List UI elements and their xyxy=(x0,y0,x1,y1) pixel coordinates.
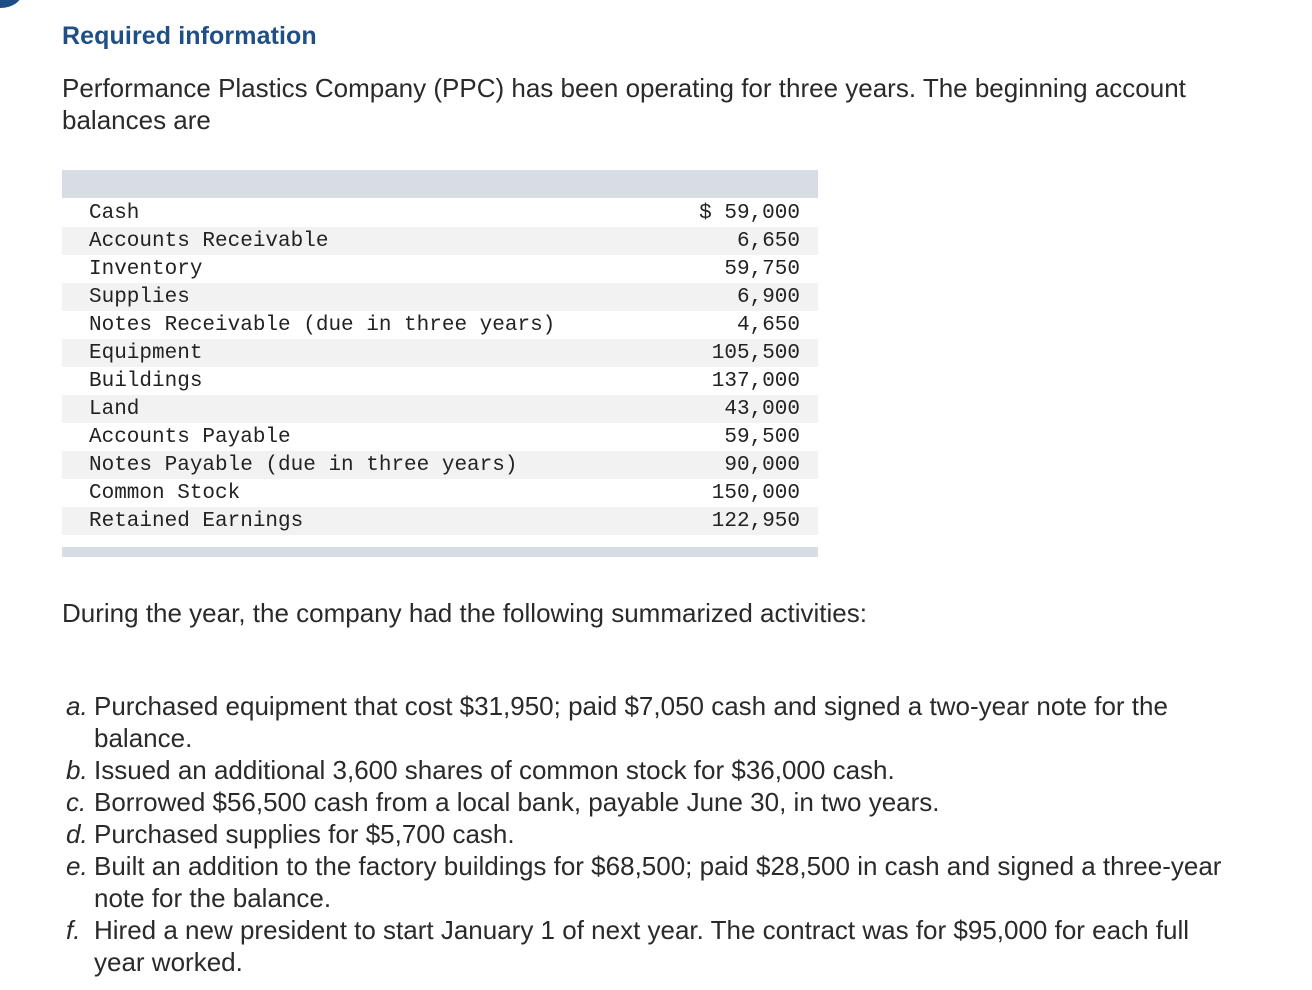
account-name: Buildings xyxy=(89,369,203,393)
account-name: Equipment xyxy=(89,341,203,365)
activity-letter: f. xyxy=(66,915,81,945)
account-amount: 4,650 xyxy=(736,313,800,337)
account-name: Supplies xyxy=(89,285,190,309)
account-name: Inventory xyxy=(89,257,203,281)
activity-letter: e. xyxy=(66,851,88,881)
account-name: Retained Earnings xyxy=(89,509,304,533)
account-amount: 105,500 xyxy=(711,341,800,365)
list-item xyxy=(66,786,1246,818)
activities-list xyxy=(66,690,1246,978)
account-balances-table xyxy=(62,170,818,557)
corner-badge xyxy=(0,0,22,8)
activity-letter: c. xyxy=(66,787,87,817)
activity-text: Purchased supplies for $5,700 cash. xyxy=(94,819,515,849)
page-title: Required information xyxy=(62,22,317,50)
activity-text: Built an addition to the factory buildings for $68,500; paid $28,500 in cash and signed a three-year note for the balance. xyxy=(94,851,1222,913)
table-row xyxy=(62,311,818,339)
account-amount: 90,000 xyxy=(724,453,800,477)
table-row xyxy=(62,227,818,255)
account-amount: $ 59,000 xyxy=(699,201,800,225)
account-amount: 137,000 xyxy=(711,369,800,393)
account-name: Cash xyxy=(89,201,140,225)
account-amount: 6,900 xyxy=(736,285,800,309)
table-row xyxy=(62,451,818,479)
table-row xyxy=(62,479,818,507)
account-name: Notes Payable (due in three years) xyxy=(89,453,518,477)
list-item xyxy=(66,818,1246,850)
account-name: Accounts Receivable xyxy=(89,229,329,253)
account-amount: 59,500 xyxy=(724,425,800,449)
account-name: Land xyxy=(89,397,140,421)
account-name: Notes Receivable (due in three years) xyxy=(89,313,556,337)
list-item xyxy=(66,914,1246,978)
activity-text: Borrowed $56,500 cash from a local bank, payable June 30, in two years. xyxy=(94,787,940,817)
activity-letter: a. xyxy=(66,691,88,721)
list-item xyxy=(66,754,1246,786)
intro-paragraph: Performance Plastics Company (PPC) has been operating for three years. The beginning account balances are xyxy=(62,73,1186,135)
activity-text: Issued an additional 3,600 shares of common stock for $36,000 cash. xyxy=(94,755,895,785)
table-header-band xyxy=(62,170,818,198)
table-row xyxy=(62,395,818,423)
activity-letter: b. xyxy=(66,755,88,785)
table-row xyxy=(62,423,818,451)
account-amount: 6,650 xyxy=(736,229,800,253)
account-amount: 43,000 xyxy=(724,397,800,421)
table-row xyxy=(62,283,818,311)
list-item xyxy=(66,850,1246,914)
activity-text: Purchased equipment that cost $31,950; paid $7,050 cash and signed a two-year note for the balance. xyxy=(94,691,1168,753)
account-name: Accounts Payable xyxy=(89,425,291,449)
table-body xyxy=(62,198,818,535)
activities-intro: During the year, the company had the following summarized activities: xyxy=(62,598,867,628)
table-row xyxy=(62,255,818,283)
activity-letter: d. xyxy=(66,819,88,849)
account-name: Common Stock xyxy=(89,481,241,505)
table-row xyxy=(62,339,818,367)
table-row xyxy=(62,367,818,395)
list-item xyxy=(66,690,1246,754)
activity-text: Hired a new president to start January 1 of next year. The contract was for $95,000 for each full year worked. xyxy=(94,915,1190,977)
table-footer-band xyxy=(62,547,818,557)
account-amount: 122,950 xyxy=(711,509,800,533)
account-amount: 59,750 xyxy=(724,257,800,281)
table-row xyxy=(62,507,818,535)
table-row xyxy=(62,199,818,227)
account-amount: 150,000 xyxy=(711,481,800,505)
